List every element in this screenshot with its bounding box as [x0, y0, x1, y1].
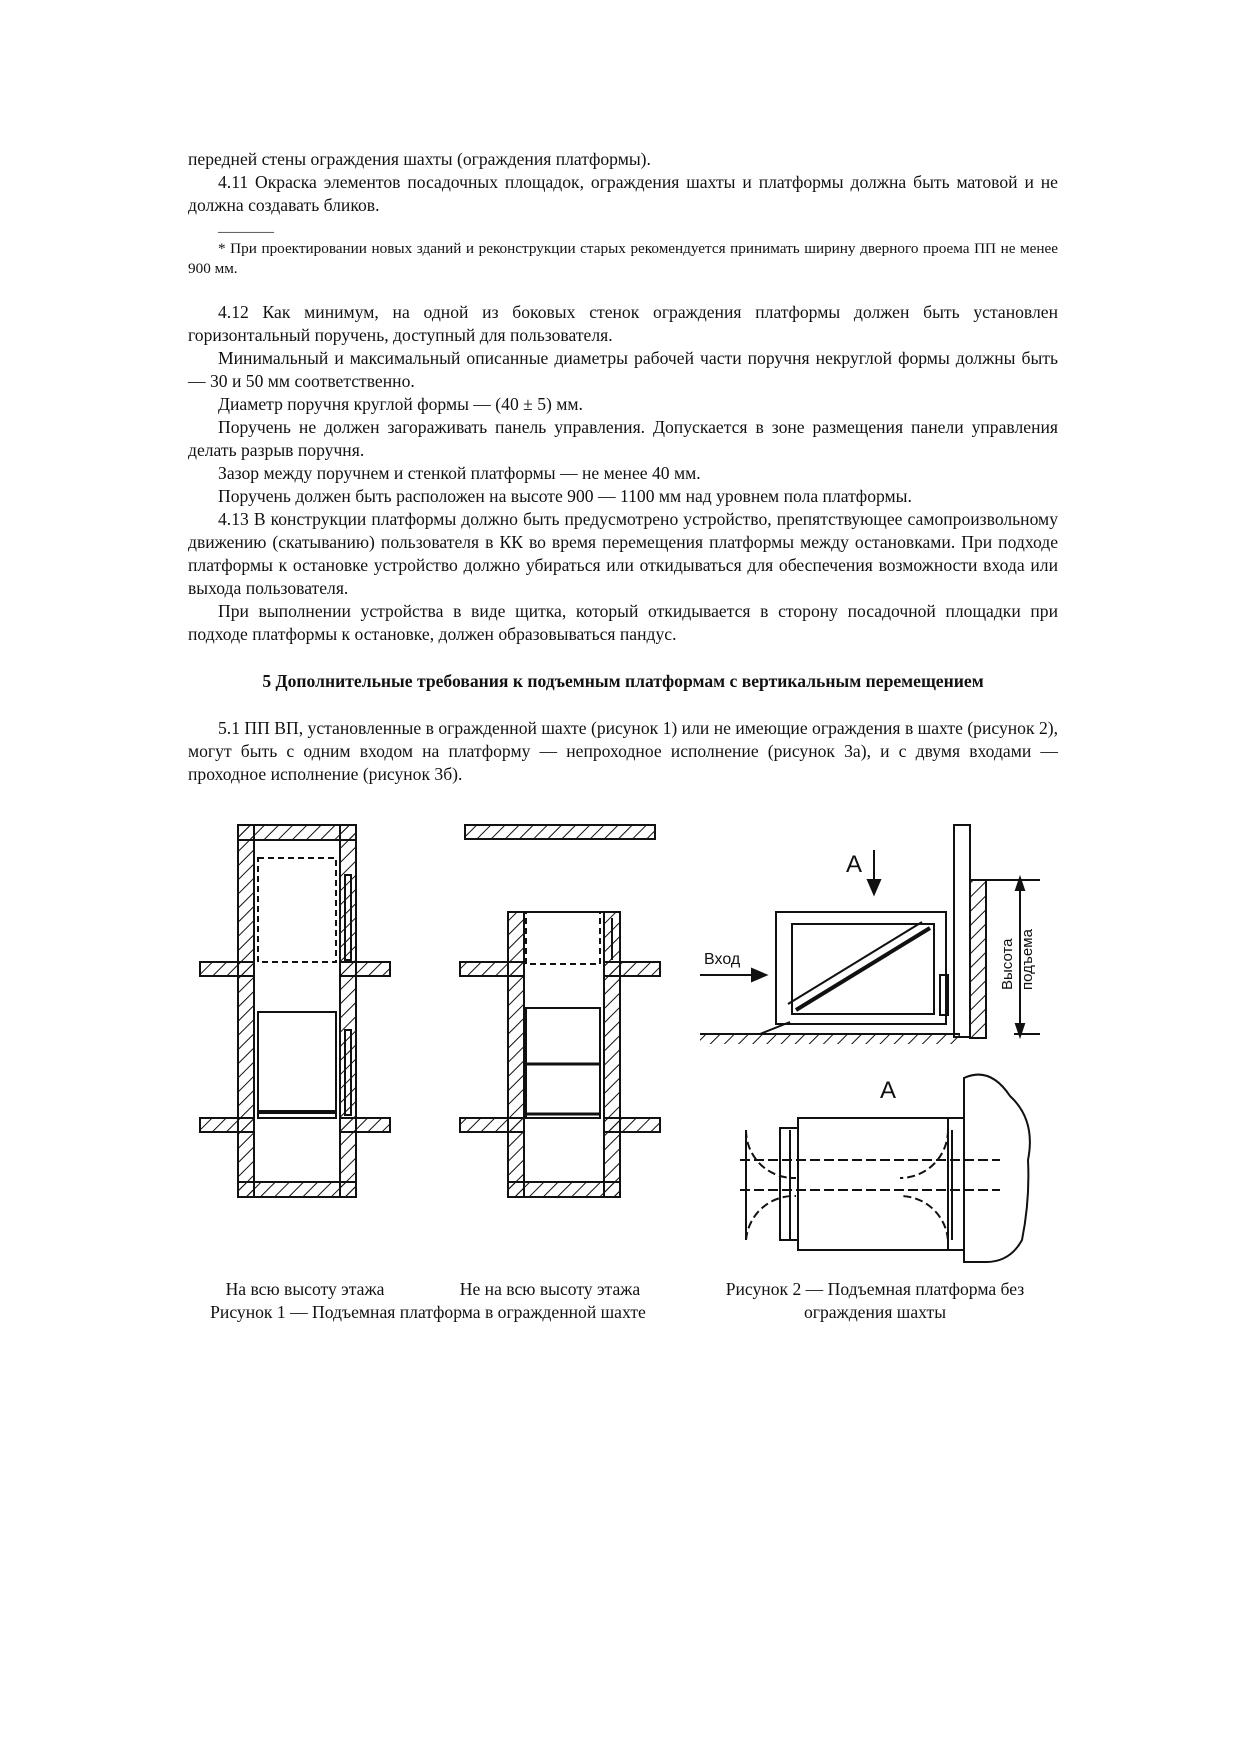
paragraph-control-panel: Поручень не должен загораживать панель управления. Допускается в зоне размещения панели управления делать разрыв поручня. — [188, 417, 1058, 460]
caption-fig1-right: Не на всю высоту этажа — [459, 1279, 641, 1299]
paragraph-height: Поручень должен быть расположен на высоте 900 — 1100 мм над уровнем пола платформы. — [218, 486, 912, 506]
paragraph-continuation: передней стены ограждения шахты (ограждения платформы). — [188, 149, 651, 169]
paragraph-4-13: 4.13 В конструкции платформы должно быть предусмотрено устройство, препятствующее самопроизвольному движению (скатыванию) пользователя в КК во время перемещения платформы между остановками. При подходе платформы к остановке устройство должно убираться или откидываться для обеспечения возможности входа или выхода пользователя. — [188, 509, 1058, 598]
caption-figure-1: Рисунок 1 — Подъемная платформа в огражденной шахте — [210, 1302, 646, 1322]
paragraph-ramp: При выполнении устройства в виде щитка, который откидывается в сторону посадочной площадки при подходе платформы к остановке, должен образовываться пандус. — [188, 601, 1058, 644]
height-label-1: Высота — [999, 938, 1016, 990]
figure-1-left-shaft — [200, 825, 390, 1197]
figure-2-side-view — [700, 825, 1040, 1044]
paragraph-handrail-diameters: Минимальный и максимальный описанные диаметры рабочей части поручня некруглой формы должны быть — 30 и 50 мм соответственно. — [188, 348, 1058, 391]
view-a-bottom-label: А — [880, 1077, 897, 1104]
view-a-top-label: А — [846, 851, 863, 878]
figure-1-right-shaft — [460, 825, 660, 1197]
paragraph-4-11: 4.11 Окраска элементов посадочных площадок, ограждения шахты и платформы должна быть матовой и не должна создавать бликов. — [188, 172, 1058, 215]
paragraph-gap: Зазор между поручнем и стенкой платформы — не менее 40 мм. — [218, 463, 701, 483]
height-label-2: подъема — [1019, 929, 1036, 990]
footnote-rule: ________ — [218, 220, 274, 235]
caption-figure-2: Рисунок 2 — Подъемная платформа без ограждения шахты — [725, 1279, 1025, 1322]
paragraph-5-1: 5.1 ПП ВП, установленные в огражденной шахте (рисунок 1) или не имеющие ограждения в шахте (рисунок 2), могут быть с одним входом на платформу — непроходное исполнение (рисунок 3а), и с двумя входами — проходное исполнение (рисунок 3б). — [188, 718, 1058, 784]
caption-fig1-left: На всю высоту этажа — [225, 1279, 385, 1299]
section-heading-5: 5 Дополнительные требования к подъемным платформам с вертикальным перемещением — [262, 671, 984, 691]
paragraph-round-diameter: Диаметр поручня круглой формы — (40 ± 5) мм. — [218, 394, 583, 414]
paragraph-4-12: 4.12 Как минимум, на одной из боковых стенок ограждения платформы должен быть установлен горизонтальный поручень, доступный для пользователя. — [188, 302, 1058, 345]
footnote-text: * При проектировании новых зданий и реконструкции старых рекомендуется принимать ширину дверного проема ПП не менее 900 мм. — [188, 240, 1058, 277]
entry-label: Вход — [704, 951, 741, 968]
